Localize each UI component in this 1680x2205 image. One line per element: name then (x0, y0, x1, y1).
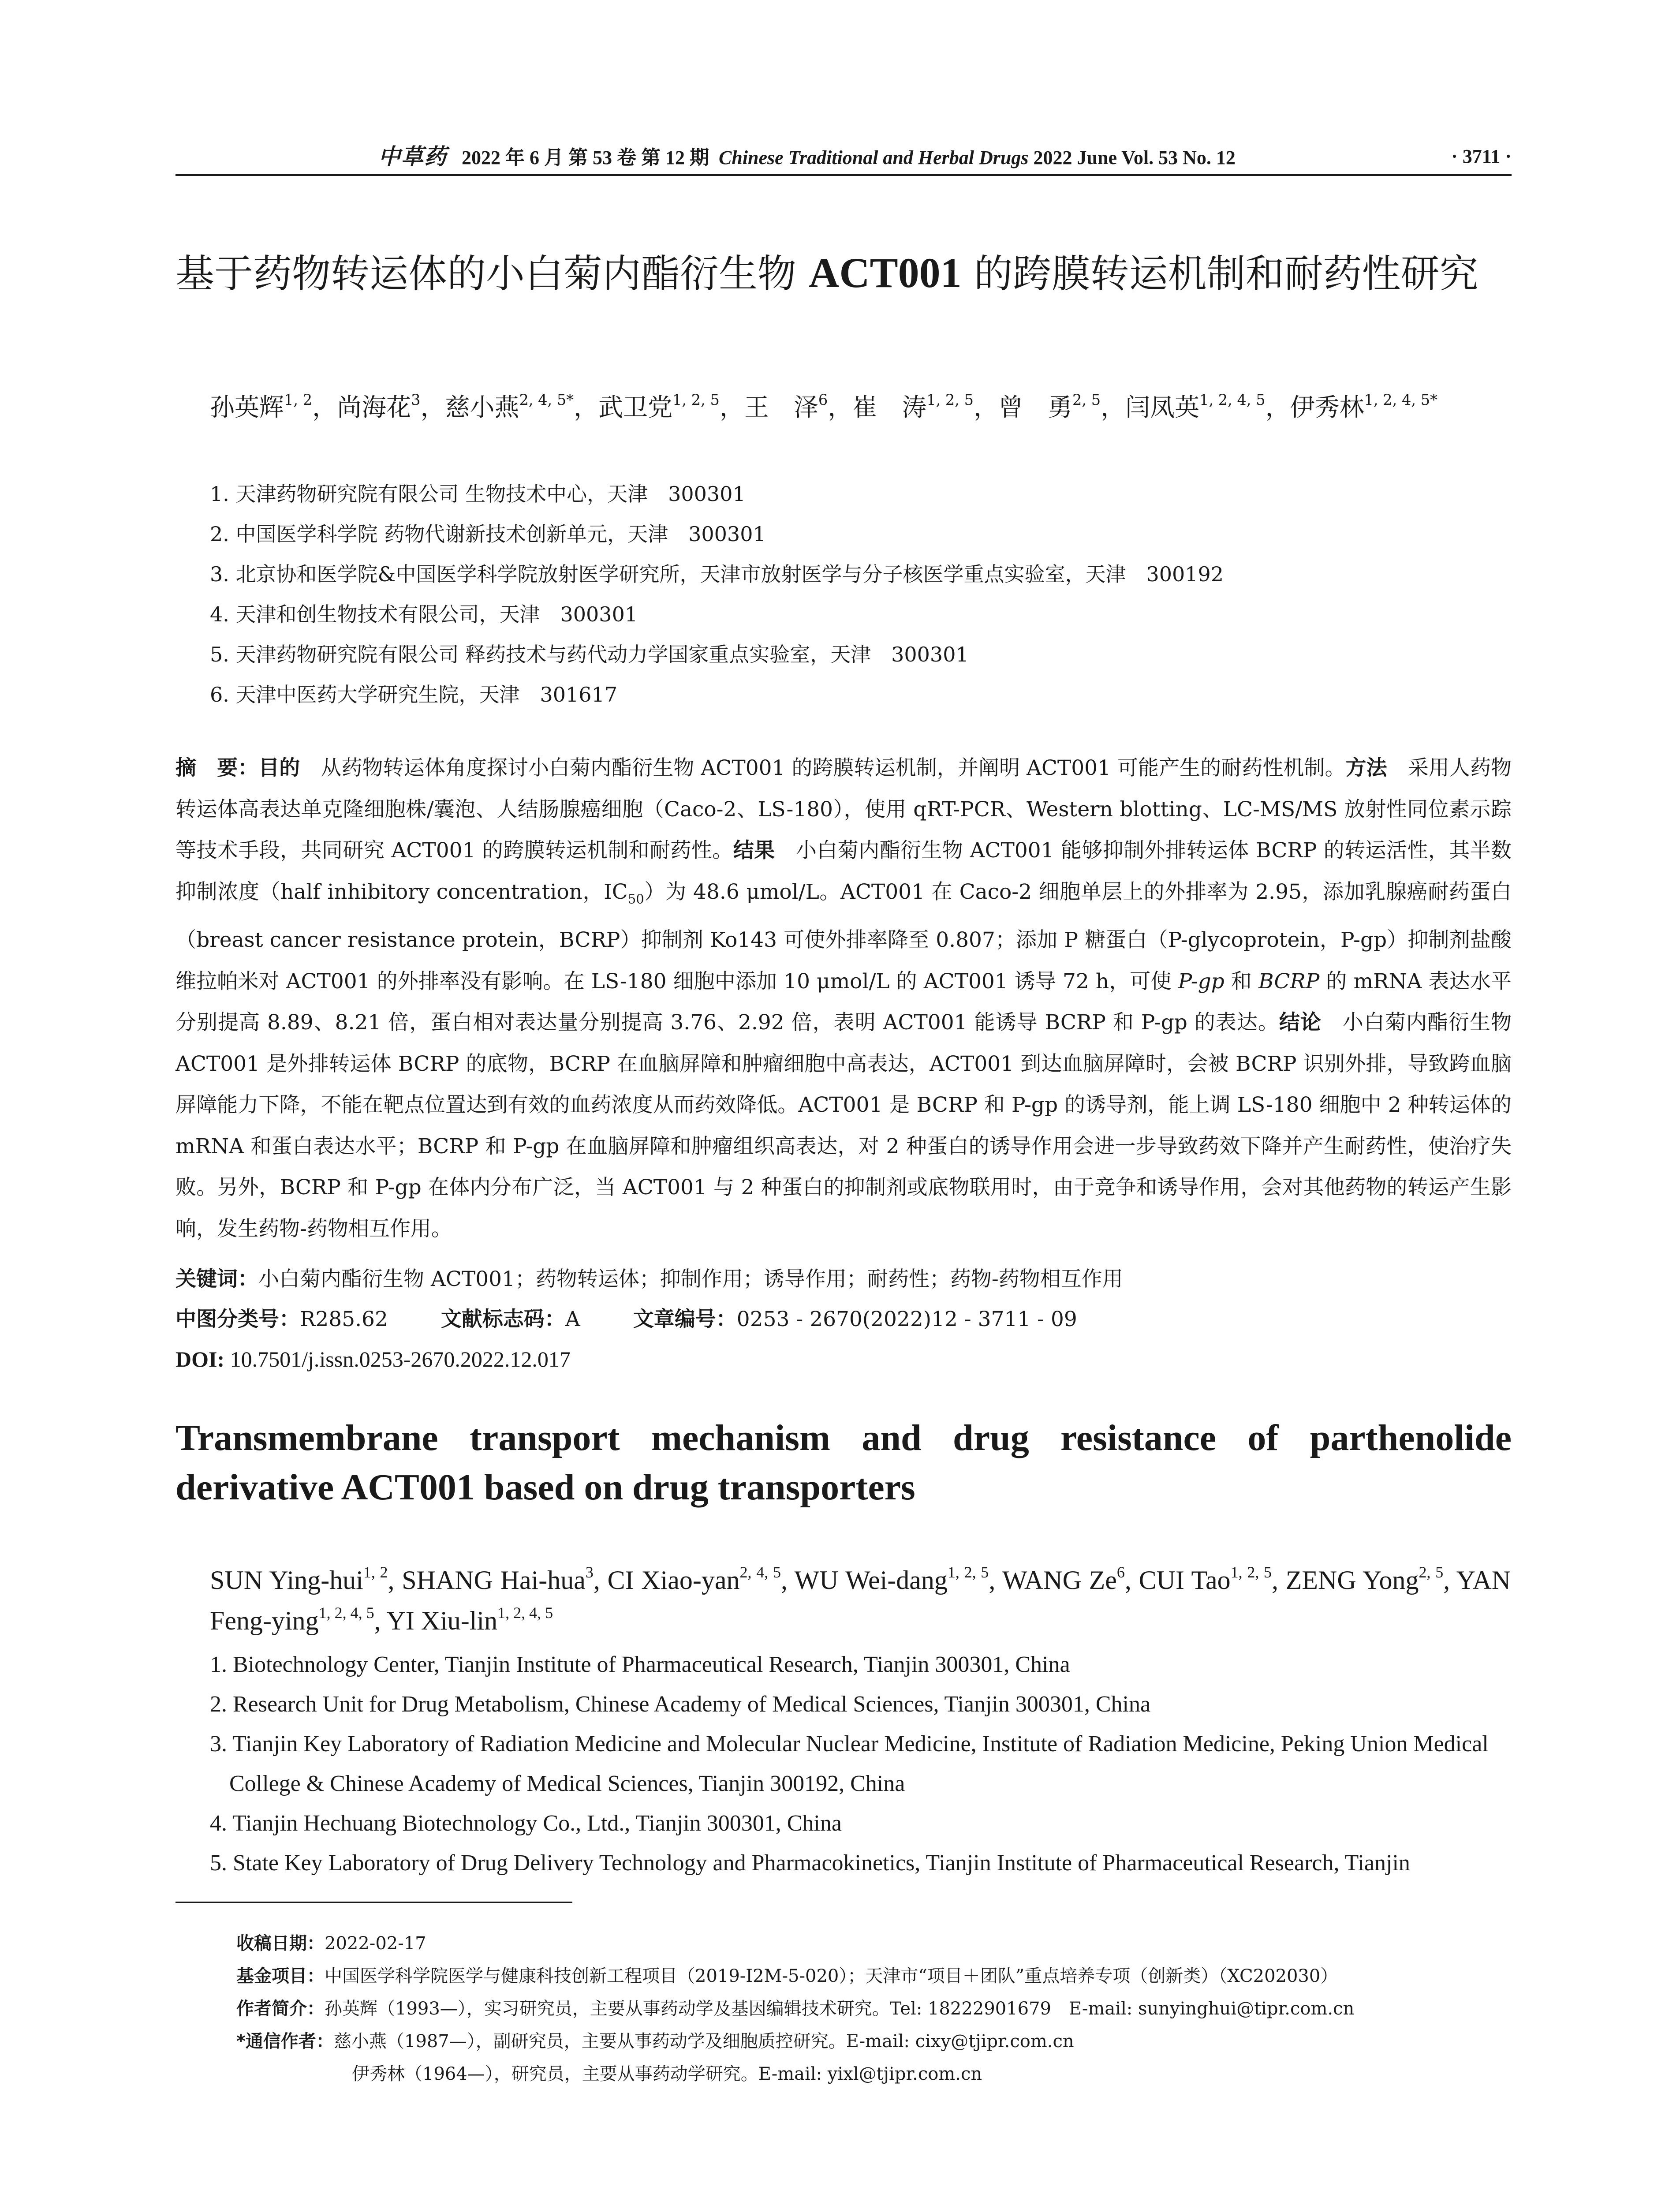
author-name: WU Wei-dang (794, 1566, 948, 1595)
author (445, 393, 598, 422)
affiliation-text: Biotechnology Center, Tianjin Institute of Pharmaceutical Research, Tianjin 300301, China (227, 1652, 1070, 1677)
author (1139, 1563, 1286, 1595)
author-name: 武卫党 (598, 393, 673, 422)
author-separator: , (989, 1566, 1002, 1595)
author-name: SUN Ying-hui (210, 1566, 363, 1595)
conclusion-label: 结论 (1279, 1010, 1322, 1035)
author-affiliation-marks: 1, 2, 4, 5 (497, 1603, 553, 1622)
affiliation-num: 3. (210, 1731, 227, 1757)
running-header (175, 141, 1512, 172)
result-label: 结果 (733, 838, 775, 863)
affiliation-en-item (210, 1685, 1511, 1724)
doi-label: DOI: (175, 1347, 225, 1372)
method-text: 采用人药物转运体高表达单克隆细胞株/囊泡、人结肠腺癌细胞（Caco-2、LS-180），使用 qRT-PCR、Western blotting、LC-MS/MS 放射性同位素示踪等技术手段，共同研究 ACT001 的跨膜转运机制和耐药性。 (175, 756, 1512, 863)
author-name: 闫凤英 (1125, 393, 1200, 422)
author-affiliation-marks: 1, 2, 5 (1230, 1563, 1272, 1581)
article-no-label: 文章编号： (633, 1307, 737, 1331)
result-text-3: 的 mRNA 表达水平分别提高 8.89、8.21 倍，蛋白相对表达量分别提高 3.76、2.92 倍，表明 ACT001 能诱导 BCRP 和 P-gp 的表达。 (175, 969, 1512, 1035)
journal-name-en: Chinese Traditional and Herbal Drugs (719, 147, 1029, 168)
author-affiliation-marks: 2, 5 (1072, 391, 1101, 409)
doi-line (175, 1339, 1512, 1379)
author-separator: , (1272, 1566, 1286, 1595)
footnotes (236, 1927, 1515, 2090)
author-name: YAN Feng-ying (210, 1566, 1511, 1635)
title-cn-code: ACT001 (808, 249, 962, 296)
affiliation-en-item (210, 1645, 1511, 1685)
clc-value: R285.62 (300, 1307, 388, 1331)
received-label: 收稿日期： (236, 1933, 325, 1954)
journal-issue-line (378, 141, 1236, 173)
author-affiliation-marks: 1, 2, 5 (947, 1563, 989, 1581)
ic-subscript: 50 (627, 891, 644, 906)
affiliation-text: Tianjin Key Laboratory of Radiation Medicine and Molecular Nuclear Medicine, Institute of Radiation Medicine, Peking Union Medical College & Chinese Academy of Medical Sciences, Tianjin 300192, China (227, 1731, 1489, 1796)
author-affiliation-marks: 1, 2, 4, 5 (318, 1603, 374, 1622)
author-separator: , (388, 1566, 402, 1595)
result-text-1: 小白菊内酯衍生物 ACT001 能够抑制外排转运体 BCRP 的转运活性，其半数抑制浓度（half inhibitory concentration，IC (175, 838, 1512, 904)
header-divider (175, 174, 1512, 176)
paper-title-cn (175, 245, 1512, 302)
affiliation-en-item (210, 1804, 1511, 1843)
article-no-value: 0253 - 2670(2022)12 - 3711 - 09 (736, 1307, 1077, 1331)
author-bio (236, 1992, 1515, 2025)
author-separator: , (780, 1566, 795, 1595)
affiliation-en-item (210, 1724, 1511, 1804)
author-separator: , (593, 1566, 608, 1595)
author-separator: ， (574, 393, 599, 422)
author-name: 崔 涛 (852, 393, 927, 422)
fund-value: 中国医学科学院医学与健康科技创新工程项目（2019-I2M-5-020）；天津市“项目＋团队”重点培养专项（创新类）（XC202030） (325, 1966, 1338, 1986)
author-name: 孙英辉 (210, 393, 284, 422)
author-name: YI Xiu-lin (386, 1606, 498, 1635)
affiliation-cn-item: 1. 天津药物研究院有限公司 生物技术中心，天津 300301 (210, 482, 746, 506)
affiliation-num: 4. (210, 1811, 227, 1836)
author (402, 1563, 608, 1595)
author (598, 393, 744, 422)
received-date (236, 1927, 1515, 1960)
affiliations-en (210, 1645, 1511, 1883)
bio-value: 孙英辉（1993—），实习研究员，主要从事药动学及基因编辑技术研究。Tel: 18222901679 E-mail: sunyinghui@tipr.com.cn (325, 1999, 1355, 2019)
author-affiliation-marks: 1, 2 (284, 391, 313, 409)
page-number: · 3711 · (1451, 146, 1512, 167)
author-affiliation-marks: 1, 2, 4, 5* (1364, 391, 1437, 409)
corresponding-author-2 (236, 2058, 1515, 2090)
result-and: 和 (1224, 969, 1258, 994)
objective-text: 从药物转运体角度探讨小白菊内酯衍生物 ACT001 的跨膜转运机制，并阐明 ACT001 可能产生的耐药性机制。 (300, 756, 1346, 780)
corr-value-1: 慈小燕（1987—），副研究员，主要从事药动学及细胞质控研究。E-mail: cixy@tjipr.com.cn (333, 2031, 1074, 2052)
author-affiliation-marks: 3 (411, 391, 421, 409)
author-affiliation-marks: 2, 5 (1419, 1563, 1444, 1581)
title-cn-part2: 的跨膜转运机制和耐药性研究 (961, 251, 1478, 296)
author-name: 王 泽 (744, 393, 818, 422)
affiliation-num: 2. (210, 1692, 227, 1717)
author-list-en (210, 1560, 1511, 1641)
conclusion-text: 小白菊内酯衍生物 ACT001 是外排转运体 BCRP 的底物，BCRP 在血脑屏障和肿瘤细胞中高表达，ACT001 到达血脑屏障时，会被 BCRP 识别外排，导致跨血脑屏障能力下降，不能在靶点位置达到有效的血药浓度从而药效降低。ACT001 是 BCRP 和 P-gp 的诱导剂，能上调 LS-180 细胞中 2 种转运体的 mRNA 和蛋白表达水平；BCRP 和 P-gp 在血脑屏障和肿瘤组织高表达，对 2 种蛋白的诱导作用会进一步导致药效下降并产生耐药性，使治疗失败。另外，BCRP 和 P-gp 在体内分布广泛，当 ACT001 与 2 种蛋白的抑制剂或底物联用时，由于竞争和诱导作用，会对其他药物的转运产生影响，发生药物-药物相互作用。 (175, 1010, 1512, 1241)
affiliation-cn-item: 2. 中国医学科学院 药物代谢新技术创新单元，天津 300301 (210, 522, 766, 546)
author-separator: ， (828, 393, 853, 422)
author-separator: , (374, 1606, 387, 1635)
keywords-label: 关键词： (175, 1267, 258, 1291)
gene-pgp: P-gp (1178, 969, 1225, 994)
corr-label: *通信作者： (236, 2031, 334, 2052)
received-value: 2022-02-17 (325, 1933, 426, 1954)
author (607, 1563, 795, 1595)
title-cn-part1: 基于药物转运体的小白菊内酯衍生物 (175, 251, 809, 296)
author-name: 尚海花 (337, 393, 411, 422)
author-affiliation-marks: 3 (585, 1563, 594, 1581)
corresponding-author (236, 2025, 1515, 2058)
keywords-line (175, 1259, 1512, 1300)
method-label: 方法 (1345, 756, 1387, 780)
author-name: CI Xiao-yan (607, 1566, 740, 1595)
author (1285, 1563, 1456, 1595)
author-affiliation-marks: 1, 2, 5 (672, 391, 720, 409)
affiliation-en-item (210, 1843, 1511, 1883)
abstract-cn (175, 747, 1512, 1249)
doc-code-value: A (565, 1307, 580, 1331)
issue-cn: 2022 年 6 月 第 53 卷 第 12 期 (462, 147, 709, 168)
author (852, 393, 998, 422)
author (210, 1563, 402, 1595)
author-separator: ， (719, 393, 744, 422)
author-name: 伊秀林 (1290, 393, 1364, 422)
abstract-label: 摘 要： (175, 756, 259, 780)
author-affiliation-marks: 2, 4, 5* (519, 391, 574, 409)
classification-line (175, 1299, 1512, 1340)
author-affiliation-marks: 6 (1116, 1563, 1125, 1581)
author-name: CUI Tao (1139, 1566, 1231, 1595)
author (386, 1603, 553, 1635)
gene-bcrp: BCRP (1258, 969, 1320, 994)
fund-label: 基金项目： (236, 1966, 325, 1986)
affiliation-text: Research Unit for Drug Metabolism, Chinese Academy of Medical Sciences, Tianjin 300301, China (227, 1692, 1151, 1717)
bio-label: 作者简介： (236, 1999, 325, 2019)
author-affiliation-marks: 1, 2, 5 (926, 391, 974, 409)
affiliation-num: 1. (210, 1652, 227, 1677)
corr-value-2: 伊秀林（1964—），研究员，主要从事药动学研究。E-mail: yixl@tjipr.com.cn (352, 2064, 982, 2084)
footnote-divider (175, 1902, 572, 1903)
keywords-text: 小白菊内酯衍生物 ACT001；药物转运体；抑制作用；诱导作用；耐药性；药物-药物相互作用 (258, 1267, 1123, 1291)
paper-title-en: Transmembrane transport mechanism and drug resistance of parthenolide derivative ACT001 based on drug transporters (175, 1417, 1512, 1508)
author-separator: , (1124, 1566, 1139, 1595)
author-separator: ， (974, 393, 998, 422)
author-separator: ， (420, 393, 445, 422)
author-name: WANG Ze (1002, 1566, 1117, 1595)
author (1002, 1563, 1139, 1595)
author (210, 393, 337, 422)
result-text-2: ）为 48.6 μmol/L。ACT001 在 Caco-2 细胞单层上的外排率为 2.95，添加乳腺癌耐药蛋白（breast cancer resistance protein，BCRP）抑制剂 Ko143 可使外排率降至 0.807；添加 P 糖蛋白（P-glycoprotein，P-gp）抑制剂盐酸维拉帕米对 ACT001 的外排率没有影响。在 LS-180 细胞中添加 10 μmol/L 的 ACT001 诱导 72 h，可使 (175, 879, 1512, 994)
author (337, 393, 445, 422)
objective-label: 目的 (258, 756, 300, 780)
author-affiliation-marks: 1, 2, 4, 5 (1199, 391, 1266, 409)
author-affiliation-marks: 1, 2 (363, 1563, 388, 1581)
author-separator: ， (1101, 393, 1126, 422)
affiliation-cn-item: 5. 天津药物研究院有限公司 释药技术与药代动力学国家重点实验室，天津 300301 (210, 643, 969, 666)
author-name: ZENG Yong (1285, 1566, 1419, 1595)
funding (236, 1960, 1515, 1992)
doi-value[interactable]: 10.7501/j.issn.0253-2670.2022.12.017 (224, 1347, 571, 1372)
affiliation-num: 5. (210, 1850, 227, 1876)
author-name: SHANG Hai-hua (402, 1566, 586, 1595)
author-separator: ， (312, 393, 337, 422)
author-name: 慈小燕 (445, 393, 519, 422)
issue-en: 2022 June Vol. 53 No. 12 (1033, 147, 1236, 168)
author-separator: , (1443, 1566, 1456, 1595)
author (744, 393, 852, 422)
author-separator: ， (1265, 393, 1290, 422)
author (1290, 393, 1437, 422)
affiliation-text: State Key Laboratory of Drug Delivery Technology and Pharmacokinetics, Tianjin Institute of Pharmaceutical Research, Tianjin (227, 1850, 1410, 1876)
affiliation-text: Tianjin Hechuang Biotechnology Co., Ltd., Tianjin 300301, China (227, 1811, 842, 1836)
author-name: 曾 勇 (998, 393, 1072, 422)
affiliations-cn (210, 474, 1511, 715)
affiliation-cn-item: 3. 北京协和医学院&中国医学科学院放射医学研究所，天津市放射医学与分子核医学重点实验室，天津 300192 (210, 562, 1224, 586)
author-affiliation-marks: 6 (818, 391, 828, 409)
author-list-cn (210, 389, 1511, 427)
affiliation-cn-item: 6. 天津中医药大学研究生院，天津 301617 (210, 683, 618, 706)
affiliation-cn-item: 4. 天津和创生物技术有限公司，天津 300301 (210, 602, 638, 626)
doc-code-label: 文献标志码： (441, 1307, 565, 1331)
author (794, 1563, 1002, 1595)
clc-label: 中图分类号： (175, 1307, 300, 1331)
author-affiliation-marks: 2, 4, 5 (739, 1563, 781, 1581)
journal-name-cn: 中草药 (378, 144, 447, 169)
author (1125, 393, 1290, 422)
author (998, 393, 1125, 422)
